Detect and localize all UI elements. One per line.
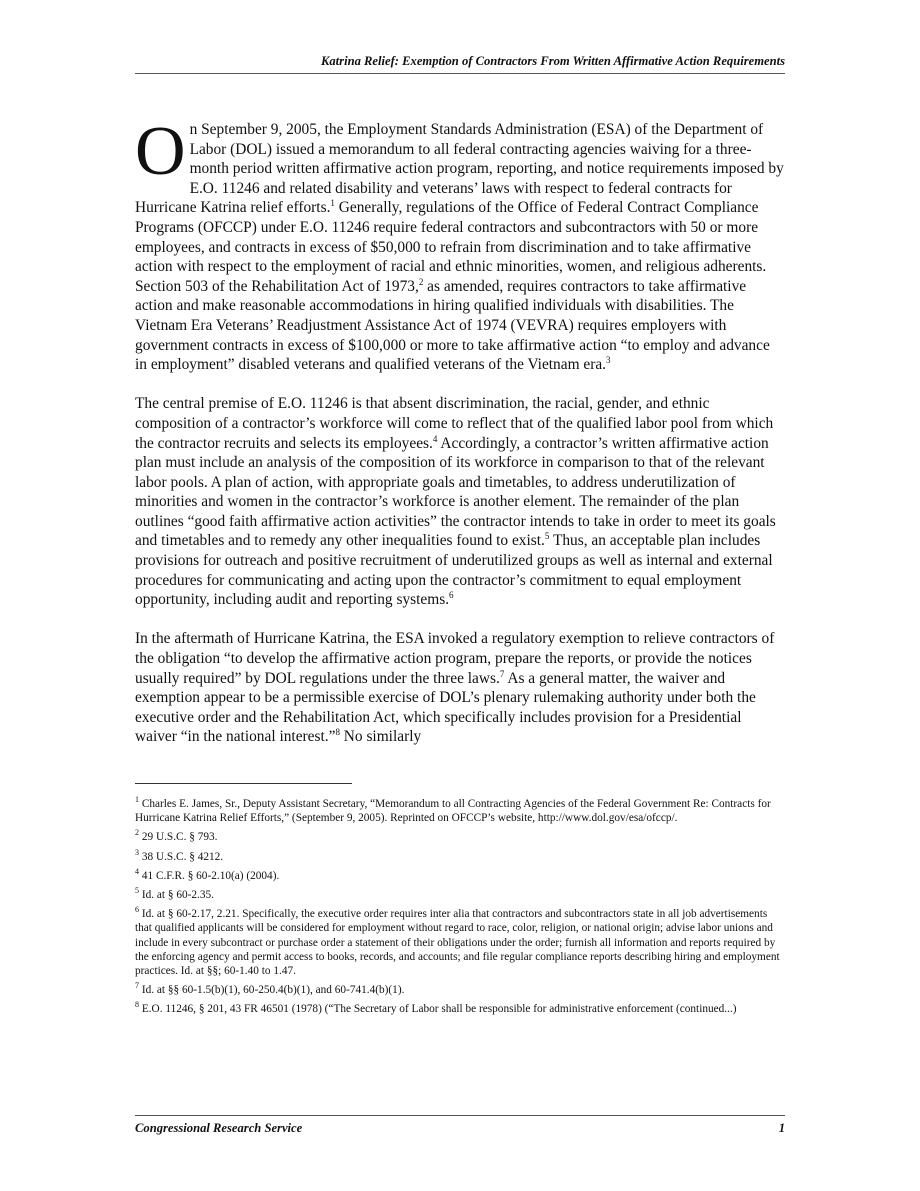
footnote-text: Id. at §§ 60-1.5(b)(1), 60-250.4(b)(1), and 60-741.4(b)(1). — [139, 984, 405, 997]
footnote-ref-6[interactable]: 6 — [449, 590, 454, 601]
paragraph-3-text-1: In the aftermath of Hurricane Katrina, the ESA invoked a regulatory exemption to relieve contractors of the obligation “to develop the affirmative action program, prepare the reports, or provide the notices usually required” by DOL regulations under the three laws. — [135, 630, 775, 687]
footnote — [135, 847, 785, 864]
footnote — [135, 907, 785, 978]
footnote-ref-4[interactable]: 4 — [432, 433, 438, 444]
footnote-number: 2 — [135, 828, 139, 838]
footnote-ref-7[interactable]: 7 — [499, 668, 505, 679]
running-header — [135, 54, 785, 74]
footnote-text: 38 U.S.C. § 4212. — [139, 850, 224, 863]
page-footer — [135, 1115, 785, 1136]
footnote-number: 8 — [135, 1000, 139, 1010]
footnote-ref-8[interactable]: 8 — [335, 727, 340, 738]
footnote — [135, 869, 785, 883]
footnote-text: E.O. 11246, § 201, 43 FR 46501 (1978) (“The Secretary of Labor shall be responsible for administrative enforcement (continued...) — [139, 1003, 737, 1016]
footnote-text: Id. at § 60-2.17, 2.21. Specifically, the executive order requires inter alia that contractors and subcontractors state in all job advertisements that qualified applicants will be considered for employment without regard to race, color, religion, or national origin; advise labor unions and include in every subcontract or purchase order a statement of their obligations under the order; furnish all information and reports required by the enforcing agency and permit access to books, records, and accounts; and file regular compliance reports describing hiring and employment practices. Id. at §§; 60-1.40 to 1.47. — [135, 908, 780, 978]
paragraph-2 — [135, 394, 785, 610]
footnote-text: 29 U.S.C. § 793. — [139, 831, 218, 844]
paragraph-2-text-3: Thus, an acceptable plan includes provisions for outreach and positive recruitment of underutilized groups as well as internal and external procedures for communicating and acting upon the contractor’s commitment to equal employment opportunity, including audit and reporting systems. — [135, 532, 773, 609]
footnote-text: Charles E. James, Sr., Deputy Assistant Secretary, “Memorandum to all Contracting Agencies of the Federal Government Re: Contracts for Hurricane Katrina Relief Efforts,” (September 9, 2005). Reprinted on OFCCP’s website, http://www.dol.gov/esa/ofccp/. — [135, 798, 771, 825]
paragraph-1-text-3: as amended, requires contractors to take affirmative action and make reasonable accommodations in hiring qualified individuals with disabilities. The Vietnam Era Veterans’ Readjustment Assistance Act of 1974 (VEVRA) requires employers with government contracts in excess of $100,000 or more to take affirmative action “to employ and advance in employment” disabled veterans and qualified veterans of the Vietnam era. — [135, 277, 770, 374]
footnote-number: 3 — [135, 847, 139, 857]
footnote — [135, 797, 785, 825]
footnote — [135, 830, 785, 844]
paragraph-2-text-1: The central premise of E.O. 11246 is that absent discrimination, the racial, gender, and ethnic composition of a contractor’s workforce will come to reflect that of the qualified labor pool from which the contractor recruits and selects its employees. — [135, 395, 774, 452]
running-title: Katrina Relief: Exemption of Contractors From Written Affirmative Action Requirements — [320, 54, 785, 68]
footnote-number: 4 — [135, 867, 139, 877]
paragraph-3-text-3: No similarly — [339, 728, 422, 746]
footnote-separator — [135, 783, 352, 784]
footnote — [135, 1002, 785, 1016]
footnote-number: 5 — [135, 886, 139, 896]
footnote-ref-3[interactable]: 3 — [606, 355, 611, 365]
paragraph-1-text-1: n September 9, 2005, the Employment Standards Administration (ESA) of the Department of Labor (DOL) issued a memorandum to all federal contracting agencies waiving for a three-month period written affirmative action program, reporting, and notice requirements imposed by E.O. 11246 and related disability and veterans’ laws with respect to federal contracts for Hurricane Katrina relief efforts. — [135, 121, 784, 217]
footnote-ref-5[interactable]: 5 — [544, 531, 550, 542]
paragraph-1-text-2: Generally, regulations of the Office of Federal Contract Compliance Programs (OFCCP) under E.O. 11246 require federal contractors and subcontractors with 50 or more employees, and contracts in excess of $50,000 to refrain from discrimination and to take affirmative action with respect to the employment of racial and ethnic minorities, women, and religious adherents. Section 503 of the Rehabilitation Act of 1973, — [135, 199, 767, 295]
paragraph-3 — [135, 629, 785, 747]
footnote — [135, 983, 785, 997]
footnote-number: 1 — [135, 795, 139, 805]
paragraph-1 — [135, 113, 785, 375]
footnote-text: Id. at § 60-2.35. — [139, 889, 214, 902]
footnote-number: 7 — [135, 981, 139, 991]
drop-cap: O — [135, 113, 186, 190]
footnote-number: 6 — [135, 905, 139, 915]
footnote-text: 41 C.F.R. § 60-2.10(a) (2004). — [139, 869, 280, 882]
footnote-ref-2[interactable]: 2 — [418, 276, 424, 287]
body-text — [135, 113, 785, 767]
footnote — [135, 888, 785, 902]
footnote-ref-1[interactable]: 1 — [330, 198, 335, 209]
footer-publisher: Congressional Research Service — [135, 1121, 303, 1135]
paragraph-3-text-2: As a general matter, the waiver and exemption appear to be a permissible exercise of DOL’s plenary rulemaking authority under both the executive order and the Rehabilitation Act, which specifically includes provision for a Presidential waiver “in the national interest.” — [135, 669, 756, 746]
paragraph-2-text-2: Accordingly, a contractor’s written affirmative action plan must include an analysis of the composition of its workforce in comparison to that of the relevant labor pools. A plan of action, with appropriate goals and timetables, to address underutilization of minorities and women in the contractor’s workforce is another element. The remainder of the plan outlines “good faith affirmative action activities” the contractor intends to take in order to meet its goals and timetables and to remedy any other inequalities found to exist. — [135, 434, 776, 550]
page-number: 1 — [778, 1121, 785, 1135]
footnotes — [135, 797, 785, 1022]
